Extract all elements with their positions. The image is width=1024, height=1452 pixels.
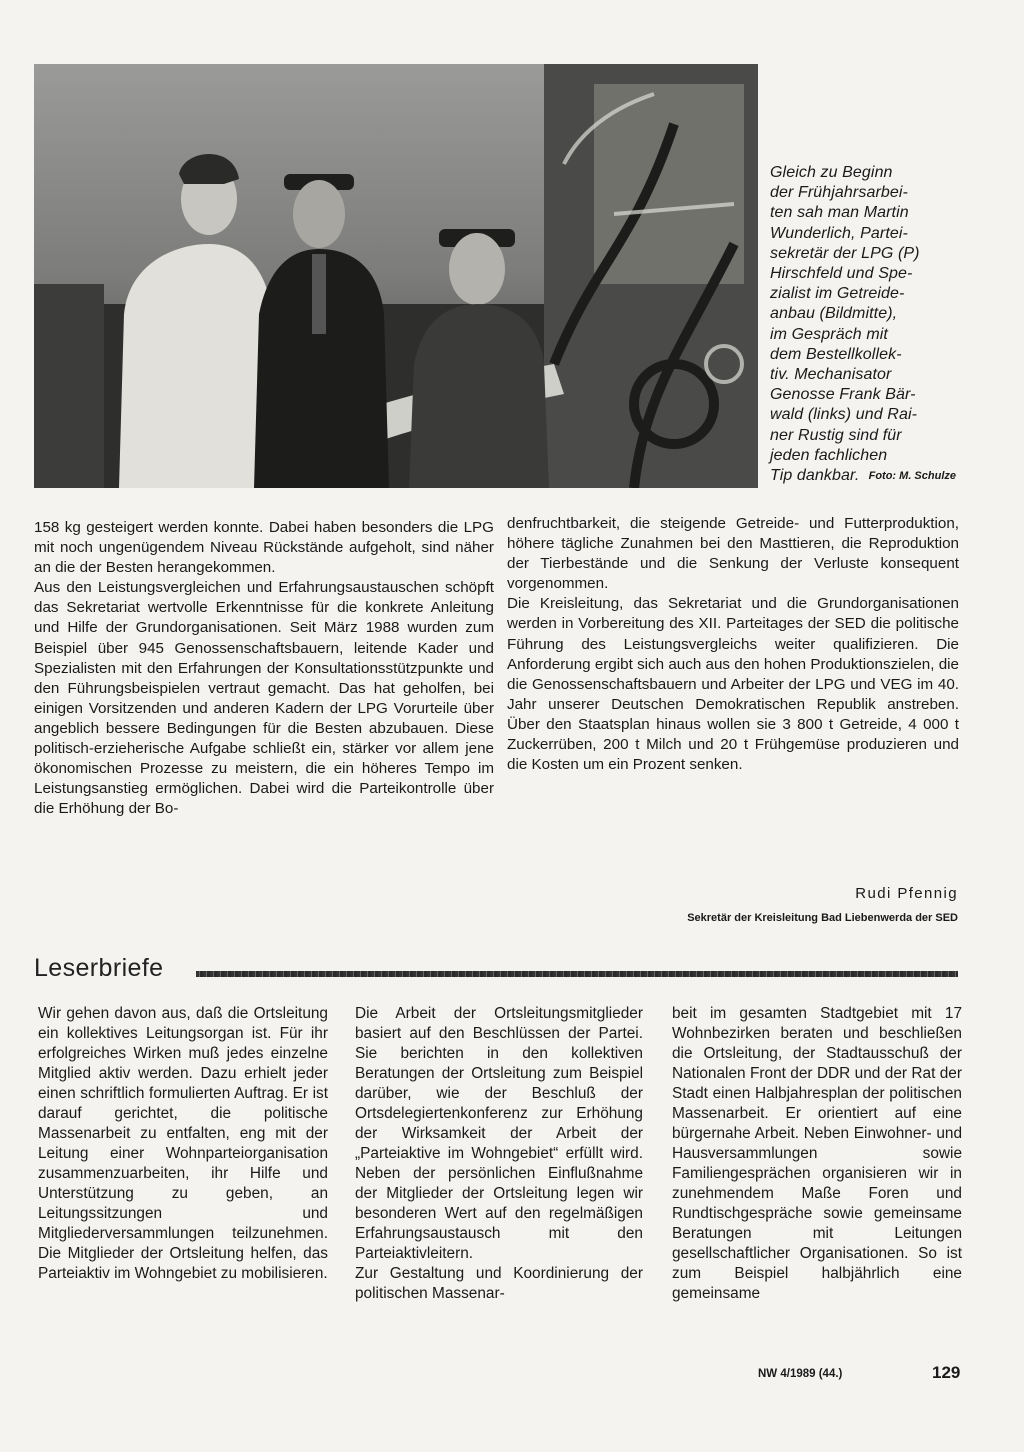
photo-credit: Foto: M. Schulze (868, 470, 956, 482)
article-paragraph: Aus den Leistungsvergleichen und Erfahrungsaustauschen schöpft das Sekretariat wertvolle Erkenntnisse für die konkrete Anleitung und Hilfe der Grundorganisationen. Seit März 1988 wurden zum Beispiel über 945 Genossenschaftsbauern, leitende Kader und Spezialisten mit den Erfahrungen der Konsultationsstützpunkte und den Führungsbeispielen vertraut gemacht. Das hat geholfen, bei einigen Vorsitzenden und anderen Kadern der LPG Vorurteile über angeblich bessere Bedingungen für die Besten abzubauen. Diese politisch-erzieherische Aufgabe schließt ein, stärker vor allem jene ökonomischen Prozesse zu meistern, die ein höheres Tempo im Leistungsanstieg ermöglichen. Dabei wird die Parteikontrolle über die Erhöhung der Bo- (34, 579, 494, 818)
letters-column-3 (672, 1004, 962, 1304)
section-rule (196, 971, 958, 977)
letters-paragraph: beit im gesamten Stadtgebiet mit 17 Wohnbezirken beraten und beschließen die Ortsleitung, der Stadtausschuß der Nationalen Front der DDR und der Rat der Stadt einen Halbjahresplan der politischen Massenarbeit. Er orientiert auf eine bürgernahe Arbeit. Neben Einwohner- und Hausversammlungen sowie Familiengesprächen organisieren wir in zunehmendem Maße Foren und Rundtischgespräche sowie gemeinsame Beratungen mit Leitungen gesellschaftlicher Organisationen. So ist zum Beispiel halbjährlich eine gemeinsame (672, 1005, 962, 1302)
article-photo (34, 64, 758, 488)
article-column-2 (507, 514, 959, 775)
section-heading: Leserbriefe (34, 954, 164, 982)
letters-column-1 (38, 1004, 328, 1284)
letters-paragraph: Zur Gestaltung und Koordinierung der politischen Massenar- (355, 1265, 643, 1302)
page-number: 129 (932, 1363, 961, 1382)
photo-caption: Gleich zu Beginn der Frühjahrsarbei- ten sah man Martin Wunderlich, Partei- sekretär der LPG (P) Hirschfeld und Spe- zialist im Getreide- anbau (Bildmitte), im Gespräch mit dem Bestellkollek- tiv. Mechanisator Genosse Frank Bär- wald (links) und Rai- ner Rustig sind für jeden fachlichen Tip dankbar. (770, 164, 920, 485)
issue-number: NW 4/1989 (44.) (758, 1368, 843, 1380)
photo-three-men-at-machine-icon (34, 64, 758, 488)
letters-column-2 (355, 1004, 643, 1304)
article-paragraph: Die Kreisleitung, das Sekretariat und die Grundorganisationen werden in Vorbereitung des XII. Parteitages der SED die politische Führung des Leistungsvergleichs weiter qualifizieren. Die Anforderung ergibt sich auch aus den hohen Produktionszielen, die die Genossenschaftsbauern und Arbeiter der LPG und VEG im 40. Jahr unserer Deutschen Demokratischen Republik anstreben. Über den Staatsplan hinaus wollen sie 3 800 t Getreide, 4 000 t Zuckerrüben, 200 t Milch und 20 t Frühgemüse produzieren und die Kosten um ein Prozent senken. (507, 595, 959, 774)
article-author: Rudi Pfennig (855, 885, 958, 902)
article-paragraph: 158 kg gesteigert werden konnte. Dabei haben besonders die LPG mit noch ungenügendem Niveau Rückstände aufgeholt, sind näher an die der Besten herangekommen. (34, 519, 494, 577)
article-author-role: Sekretär der Kreisleitung Bad Liebenwerda der SED (687, 912, 958, 924)
article-column-1 (34, 518, 494, 819)
letters-paragraph: Wir gehen davon aus, daß die Ortsleitung ein kollektives Leitungsorgan ist. Für ihr erfolgreiches Wirken muß jedes einzelne Mitglied aktiv werden. Dazu erhielt jeder einen schriftlich formulierten Auftrag. Er ist darauf gerichtet, die politische Massenarbeit zu entfalten, eng mit der Leitung einer Wohnparteiorganisation zusammenzuarbeiten, ihr Hilfe und Unterstützung zu geben, an Leitungssitzungen und Mitgliederversammlungen teilzunehmen. Die Mitglieder der Ortsleitung helfen, das Parteiaktiv im Wohngebiet zu mobilisieren. (38, 1005, 328, 1282)
article-paragraph: denfruchtbarkeit, die steigende Getreide- und Futterproduktion, höhere tägliche Zunahmen bei den Masttieren, die Reproduktion der Tierbestände und die Senkung der Verluste konsequent vorgenommen. (507, 515, 959, 593)
letters-paragraph: Die Arbeit der Ortsleitungsmitglieder basiert auf den Beschlüssen der Partei. Sie berichten in den kollektiven Beratungen der Ortsleitung zum Beispiel darüber, wie der Beschluß der Ortsdelegiertenkonferenz zur Erhöhung der Wirksamkeit der Arbeit der „Parteiaktive im Wohngebiet“ erfüllt wird. Neben der persönlichen Einflußnahme der Mitglieder der Ortsleitung legen wir besonderen Wert auf den regelmäßigen Erfahrungsaustausch mit den Parteiaktivleitern. (355, 1005, 643, 1262)
